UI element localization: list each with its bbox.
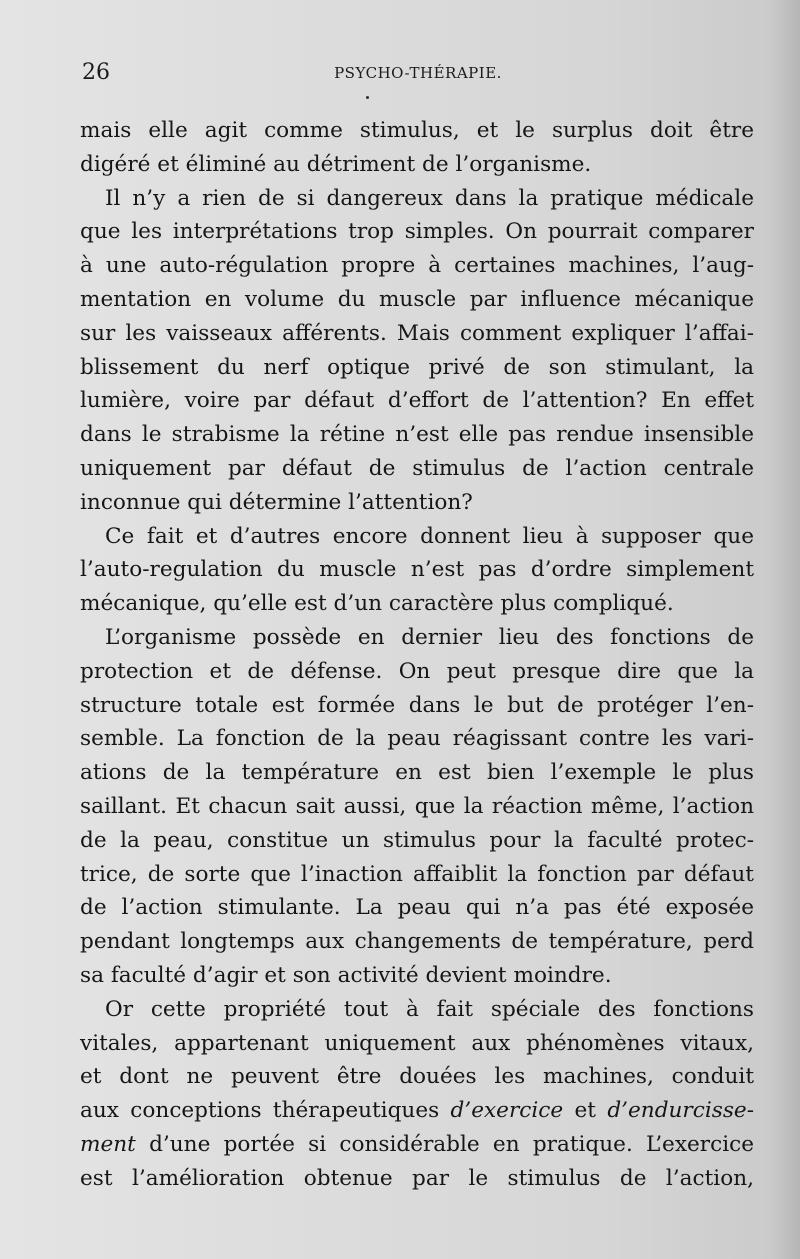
text-run: aux conceptions thérapeutiques bbox=[80, 1098, 451, 1124]
text-line: blissement du nerf optique privé de son stimulant, la bbox=[80, 354, 754, 380]
text-line: Il n’y a rien de si dangereux dans la pratique médicale bbox=[105, 185, 754, 211]
text-line: digéré et éliminé au détriment de l’organisme. bbox=[80, 151, 592, 177]
text-line: trice, de sorte que l’inaction affaiblit la fonction par défaut bbox=[80, 861, 754, 887]
page-header bbox=[82, 60, 754, 90]
text-line: pendant longtemps aux changements de température, perd bbox=[80, 929, 754, 955]
text-run: d’une portée si considérable en pratique. L’exercice bbox=[135, 1131, 754, 1157]
text-line: uniquement par défaut de stimulus de l’action centrale bbox=[80, 455, 754, 481]
text-line: vitales, appartenant uniquement aux phénomènes vitaux, bbox=[80, 1030, 754, 1056]
header-dot bbox=[366, 96, 369, 99]
text-line: de la peau, constitue un stimulus pour la faculté protec- bbox=[80, 827, 754, 853]
italic-term: ment bbox=[80, 1131, 136, 1157]
text-line: structure totale est formée dans le but de protéger l’en- bbox=[80, 692, 754, 718]
text-line: que les interprétations trop simples. On pourrait comparer bbox=[80, 219, 754, 245]
text-line: lumière, voire par défaut d’effort de l’attention? En effet bbox=[80, 388, 754, 414]
text-line: L’organisme possède en dernier lieu des fonctions de bbox=[105, 624, 754, 650]
text-line bbox=[80, 1094, 754, 1128]
italic-term: d’exercice bbox=[450, 1098, 564, 1124]
italic-term: d’endurcisse- bbox=[607, 1098, 754, 1124]
text-line: semble. La fonction de la peau réagissant contre les vari- bbox=[80, 726, 754, 752]
text-line: à une auto-régulation propre à certaines machines, l’aug- bbox=[80, 253, 754, 279]
text-line: saillant. Et chacun sait aussi, que la réaction même, l’action bbox=[80, 793, 754, 819]
running-title: PSYCHO-THÉRAPIE. bbox=[334, 64, 502, 82]
body-text bbox=[80, 114, 754, 1196]
text-line: et dont ne peuvent être douées les machines, conduit bbox=[80, 1064, 754, 1090]
text-line: est l’amélioration obtenue par le stimulus de l’action, bbox=[80, 1165, 754, 1191]
page-number: 26 bbox=[82, 60, 110, 85]
text-run: et bbox=[563, 1098, 608, 1124]
text-line: Or cette propriété tout à fait spéciale des fonctions bbox=[105, 996, 754, 1022]
text-line: ations de la température en est bien l’exemple le plus bbox=[80, 760, 754, 786]
text-line: mentation en volume du muscle par influence mécanique bbox=[80, 286, 754, 312]
text-line: de l’action stimulante. La peau qui n’a pas été exposée bbox=[80, 895, 754, 921]
text-line: dans le strabisme la rétine n’est elle pas rendue insensible bbox=[80, 422, 754, 448]
text-line: mécanique, qu’elle est d’un caractère plus compliqué. bbox=[80, 591, 674, 617]
text-line bbox=[80, 1128, 754, 1162]
text-line: l’auto-regulation du muscle n’est pas d’ordre simplement bbox=[80, 557, 754, 583]
text-line: mais elle agit comme stimulus, et le surplus doit être bbox=[80, 118, 754, 143]
text-line: Ce fait et d’autres encore donnent lieu à supposer que bbox=[105, 523, 754, 549]
text-line: sur les vaisseaux afférents. Mais comment expliquer l’affai- bbox=[80, 320, 754, 346]
text-line: inconnue qui détermine l’attention? bbox=[80, 489, 473, 515]
text-line: protection et de défense. On peut presque dire que la bbox=[80, 658, 754, 684]
text-line: sa faculté d’agir et son activité devient moindre. bbox=[80, 962, 612, 988]
